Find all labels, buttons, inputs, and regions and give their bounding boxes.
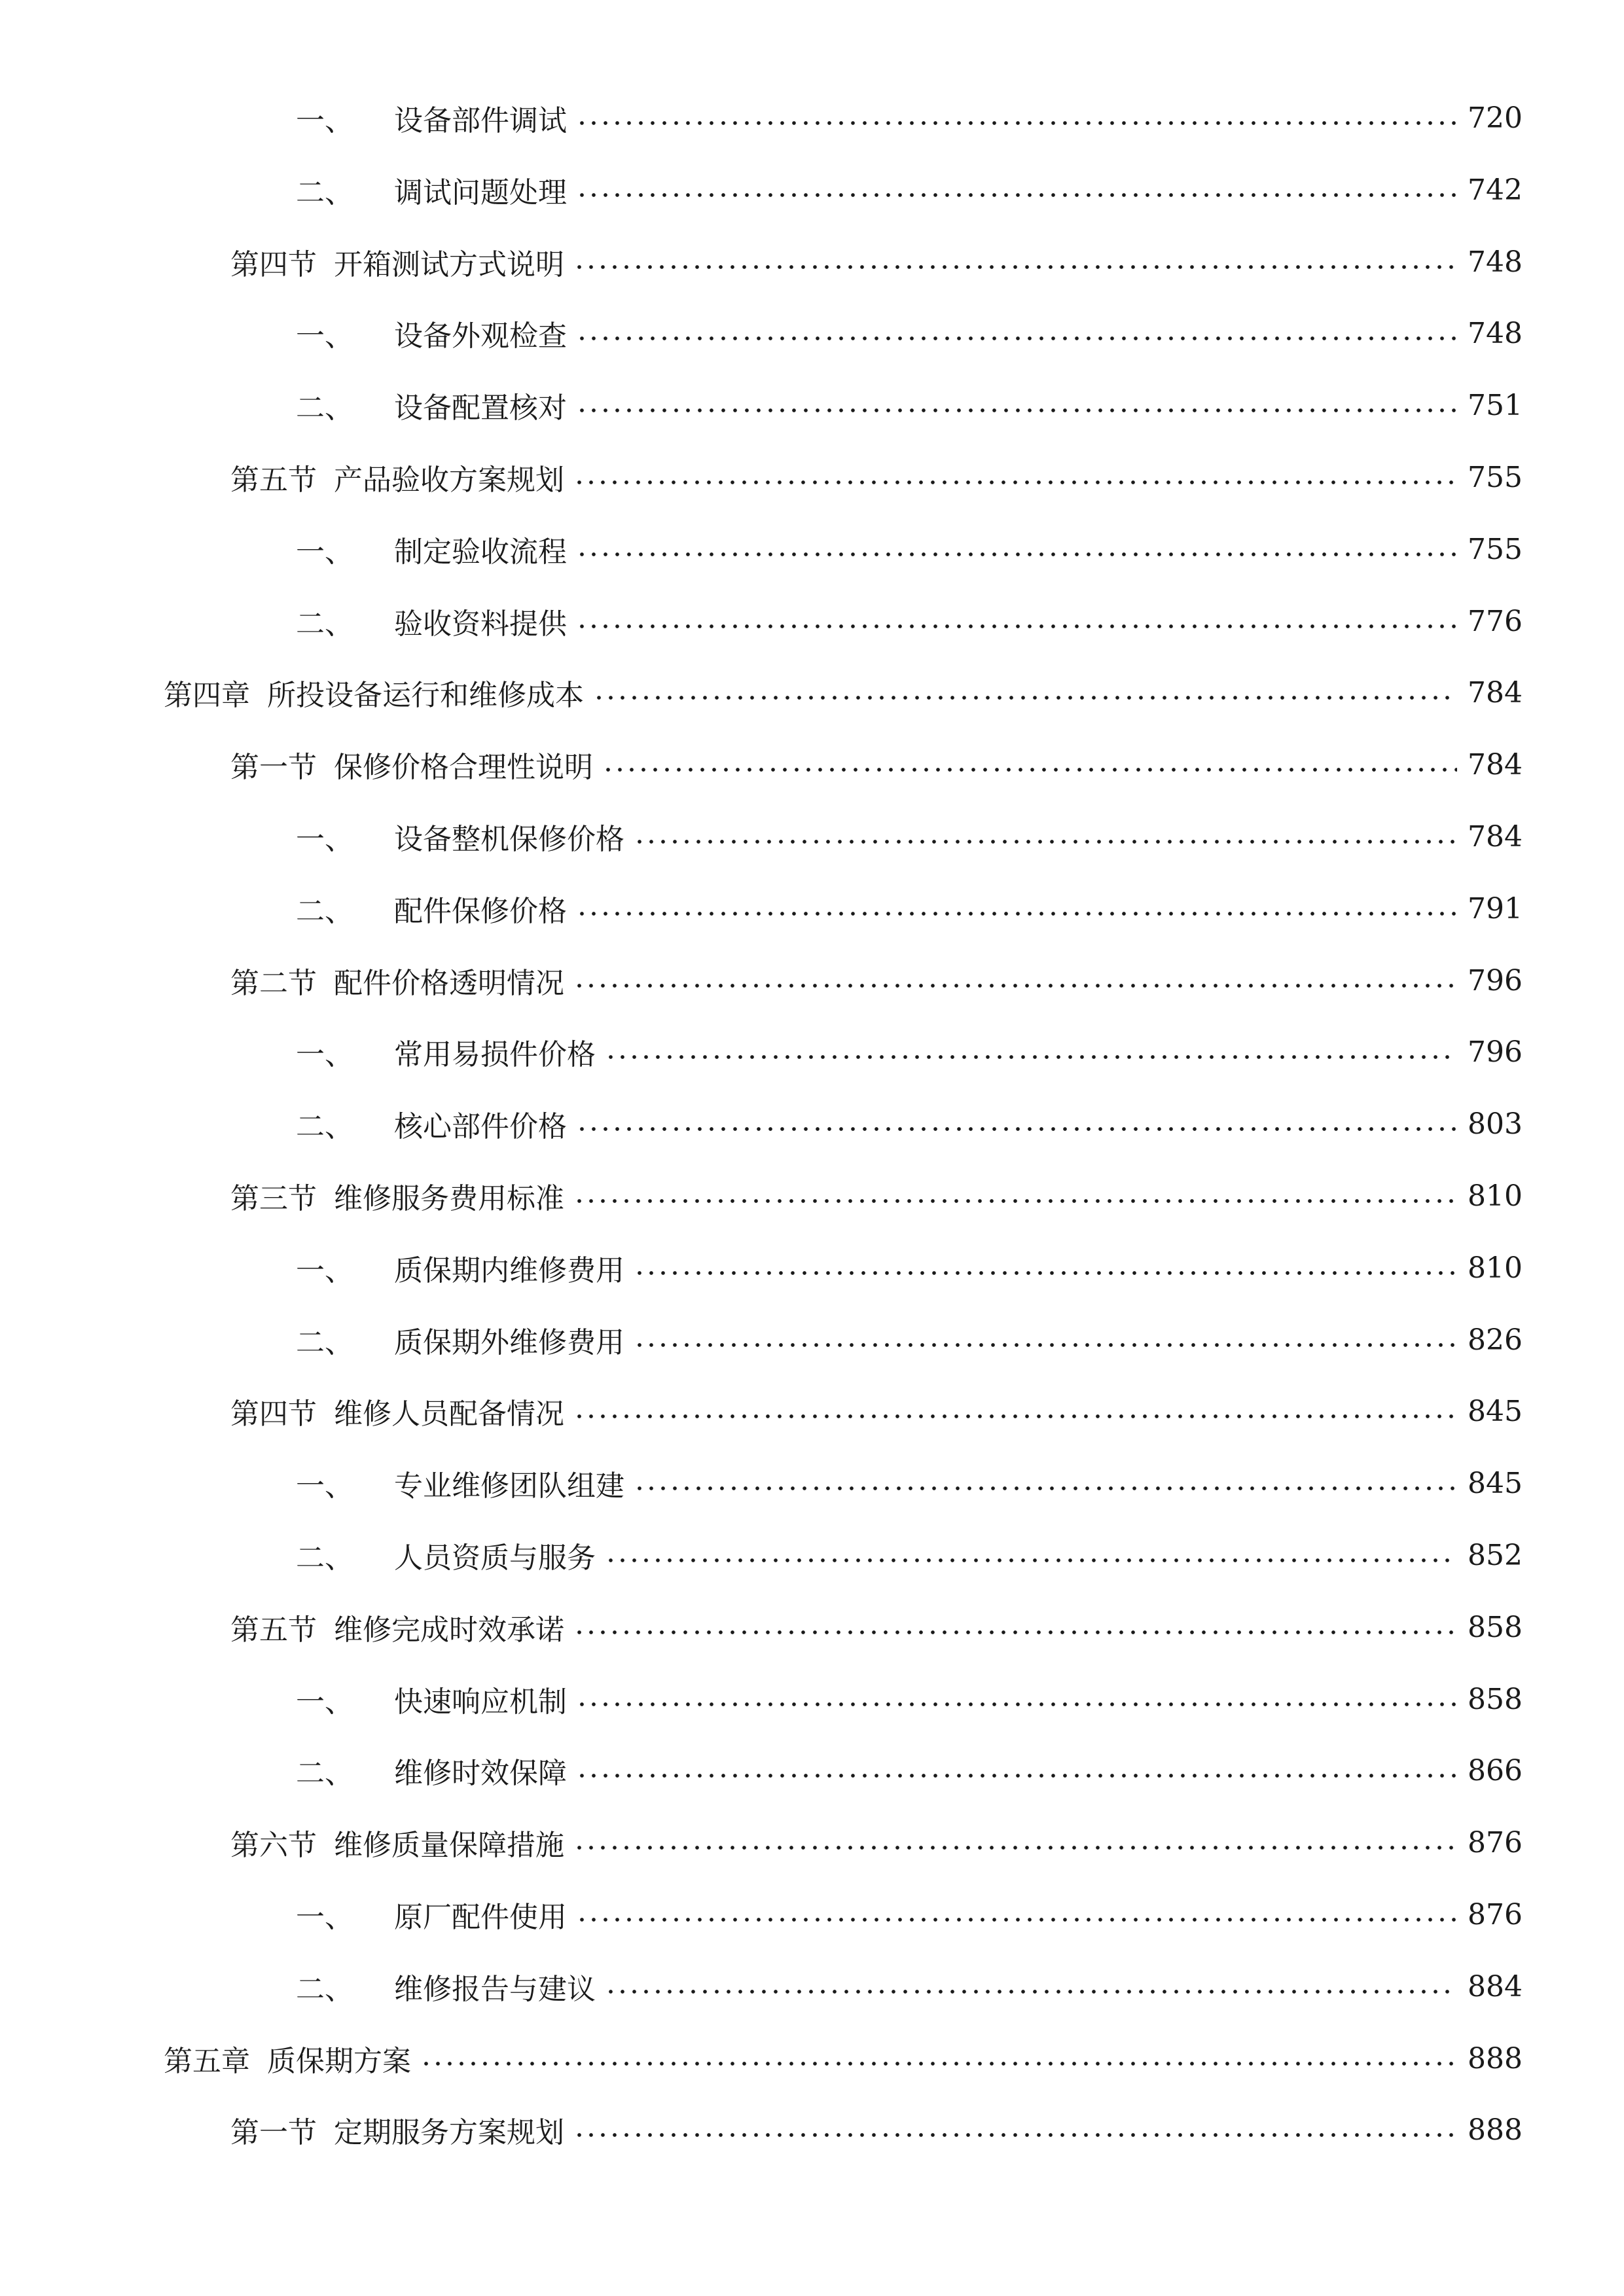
toc-entry-title bbox=[296, 97, 576, 139]
toc-page-number: 876 bbox=[1468, 1825, 1523, 1859]
toc-entry[interactable] bbox=[230, 454, 1523, 500]
toc-entry[interactable] bbox=[296, 526, 1523, 572]
toc-dot-leader bbox=[573, 2112, 1457, 2158]
toc-entry-text: 维修完成时效承诺 bbox=[334, 1613, 564, 1647]
toc-entry-title bbox=[296, 1893, 576, 1935]
toc-entry[interactable] bbox=[230, 1604, 1523, 1650]
toc-entry-title bbox=[230, 2109, 573, 2151]
toc-entry-number: 一、 bbox=[296, 319, 353, 353]
toc-entry-text: 维修报告与建议 bbox=[394, 1973, 596, 2006]
toc-entry-number: 一、 bbox=[296, 823, 353, 856]
toc-entry[interactable] bbox=[296, 1964, 1523, 2009]
toc-page-number: 884 bbox=[1468, 1969, 1523, 2003]
toc-entry[interactable] bbox=[296, 1460, 1523, 1506]
toc-entry[interactable] bbox=[296, 1676, 1523, 1722]
toc-entry[interactable] bbox=[230, 1388, 1523, 1434]
toc-page-number: 803 bbox=[1468, 1107, 1523, 1141]
toc-entry-text: 验收资料提供 bbox=[394, 607, 567, 641]
toc-entry-number: 一、 bbox=[296, 1685, 353, 1719]
toc-dot-leader bbox=[573, 1393, 1457, 1439]
toc-dot-leader bbox=[634, 1465, 1457, 1511]
toc-entry-number: 一、 bbox=[296, 104, 353, 137]
toc-entry-text: 产品验收方案规划 bbox=[334, 463, 564, 497]
toc-entry-number: 第六节 bbox=[230, 1829, 317, 1862]
toc-page-number: 866 bbox=[1468, 1753, 1523, 1787]
toc-entry-title bbox=[296, 1462, 634, 1504]
toc-entry-text: 设备部件调试 bbox=[394, 104, 567, 137]
toc-entry-title bbox=[230, 1390, 573, 1432]
toc-dot-leader bbox=[420, 2041, 1457, 2087]
toc-entry[interactable] bbox=[296, 886, 1523, 931]
toc-entry-title bbox=[296, 600, 576, 642]
toc-entry-title bbox=[296, 1319, 634, 1361]
toc-page-number: 742 bbox=[1468, 173, 1523, 207]
toc-entry-text: 维修质量保障措施 bbox=[334, 1829, 564, 1862]
toc-entry-title bbox=[296, 816, 634, 857]
toc-entry-number: 第三节 bbox=[230, 1182, 317, 1215]
toc-page-number: 796 bbox=[1468, 963, 1523, 997]
toc-dot-leader bbox=[573, 244, 1457, 290]
toc-entry-title bbox=[296, 169, 576, 211]
toc-page-number: 755 bbox=[1468, 460, 1523, 494]
toc-entry-title bbox=[164, 672, 593, 713]
toc-page-number: 888 bbox=[1468, 2113, 1523, 2147]
toc-page-number: 784 bbox=[1468, 747, 1523, 781]
toc-entry[interactable] bbox=[230, 958, 1523, 1003]
toc-entry-number: 二、 bbox=[296, 895, 353, 928]
toc-entry[interactable] bbox=[296, 814, 1523, 859]
toc-entry-title bbox=[164, 2037, 420, 2079]
toc-entry-number: 二、 bbox=[296, 1110, 353, 1143]
toc-entry[interactable] bbox=[296, 1029, 1523, 1075]
toc-entry-number: 第四章 bbox=[164, 679, 250, 712]
toc-entry-number: 一、 bbox=[296, 535, 353, 569]
toc-entry-text: 快速响应机制 bbox=[394, 1685, 567, 1719]
toc-entry[interactable] bbox=[296, 1892, 1523, 1937]
toc-page-number: 810 bbox=[1468, 1251, 1523, 1285]
toc-entry-text: 制定验收流程 bbox=[394, 535, 567, 569]
toc-entry[interactable] bbox=[230, 2107, 1523, 2153]
toc-entry-number: 一、 bbox=[296, 1469, 353, 1503]
toc-page-number: 720 bbox=[1468, 101, 1523, 135]
toc-dot-leader bbox=[593, 675, 1457, 721]
toc-dot-leader bbox=[576, 1897, 1457, 1943]
toc-entry-text: 调试问题处理 bbox=[394, 176, 567, 209]
toc-entry-number: 二、 bbox=[296, 1541, 353, 1575]
toc-entry-text: 设备配置核对 bbox=[394, 391, 567, 425]
toc-entry-text: 质保期内维修费用 bbox=[394, 1254, 624, 1287]
toc-entry[interactable] bbox=[296, 95, 1523, 141]
toc-entry-text: 配件保修价格 bbox=[394, 895, 567, 928]
toc-entry-title bbox=[230, 1606, 573, 1648]
toc-entry[interactable] bbox=[296, 1317, 1523, 1363]
toc-dot-leader bbox=[573, 1178, 1457, 1224]
toc-entry-text: 质保期外维修费用 bbox=[394, 1326, 624, 1359]
toc-entry-text: 维修时效保障 bbox=[394, 1757, 567, 1790]
toc-dot-leader bbox=[576, 172, 1457, 218]
toc-entry-text: 维修服务费用标准 bbox=[334, 1182, 564, 1215]
toc-page-number: 826 bbox=[1468, 1323, 1523, 1357]
toc-page-number: 755 bbox=[1468, 532, 1523, 566]
toc-entry[interactable] bbox=[296, 1101, 1523, 1147]
toc-entry-title bbox=[296, 528, 576, 570]
toc-entry-number: 第一节 bbox=[230, 751, 317, 784]
toc-entry-number: 二、 bbox=[296, 391, 353, 425]
toc-entry[interactable] bbox=[296, 1748, 1523, 1793]
toc-entry-number: 二、 bbox=[296, 1757, 353, 1790]
toc-dot-leader bbox=[573, 1825, 1457, 1871]
toc-entry-number: 第五节 bbox=[230, 463, 317, 497]
toc-entry-title bbox=[230, 456, 573, 498]
toc-entry-text: 设备整机保修价格 bbox=[394, 823, 624, 856]
toc-entry-number: 一、 bbox=[296, 1038, 353, 1071]
toc-entry-number: 第二节 bbox=[230, 967, 317, 1000]
toc-entry[interactable] bbox=[230, 239, 1523, 285]
toc-page-number: 784 bbox=[1468, 819, 1523, 853]
toc-entry-text: 专业维修团队组建 bbox=[394, 1469, 624, 1503]
toc-entry-title bbox=[230, 1821, 573, 1863]
toc-entry-title bbox=[296, 1678, 576, 1720]
toc-dot-leader bbox=[576, 531, 1457, 577]
toc-dot-leader bbox=[576, 315, 1457, 361]
toc-entry-text: 质保期方案 bbox=[267, 2045, 411, 2078]
toc-entry-number: 第五节 bbox=[230, 1613, 317, 1647]
toc-page-number: 791 bbox=[1468, 891, 1523, 925]
toc-entry-text: 定期服务方案规划 bbox=[334, 2116, 564, 2149]
toc-entry-title bbox=[296, 888, 576, 929]
toc-entry[interactable] bbox=[230, 742, 1523, 787]
toc-dot-leader bbox=[576, 891, 1457, 937]
toc-dot-leader bbox=[605, 1034, 1457, 1080]
toc-entry-title bbox=[296, 1031, 605, 1073]
toc-page-number: 748 bbox=[1468, 316, 1523, 350]
toc-entry-title bbox=[230, 1175, 573, 1217]
toc-page-number: 751 bbox=[1468, 388, 1523, 422]
toc-entry-text: 保修价格合理性说明 bbox=[334, 751, 593, 784]
toc-page-number: 876 bbox=[1468, 1897, 1523, 1931]
toc-entry[interactable] bbox=[296, 1245, 1523, 1291]
toc-entry-text: 设备外观检查 bbox=[394, 319, 567, 353]
toc-entry[interactable] bbox=[296, 1532, 1523, 1578]
toc-entry-text: 所投设备运行和维修成本 bbox=[267, 679, 584, 712]
toc-entry-number: 二、 bbox=[296, 1973, 353, 2006]
toc-page-number: 776 bbox=[1468, 604, 1523, 638]
toc-page-number: 845 bbox=[1468, 1466, 1523, 1500]
toc-entry[interactable] bbox=[164, 670, 1523, 715]
toc-entry-title bbox=[296, 1103, 576, 1145]
toc-entry-number: 第一节 bbox=[230, 2116, 317, 2149]
toc-entry[interactable] bbox=[296, 310, 1523, 356]
toc-entry[interactable] bbox=[164, 2036, 1523, 2081]
toc-dot-leader bbox=[573, 459, 1457, 505]
toc-dot-leader bbox=[576, 603, 1457, 649]
toc-entry-title bbox=[230, 960, 573, 1001]
toc-entry-number: 二、 bbox=[296, 176, 353, 209]
toc-entry-title bbox=[296, 1965, 605, 2007]
toc-dot-leader bbox=[634, 819, 1457, 865]
toc-page-number: 852 bbox=[1468, 1538, 1523, 1572]
toc-dot-leader bbox=[634, 1250, 1457, 1296]
toc-entry[interactable] bbox=[230, 1820, 1523, 1865]
toc-entry-text: 人员资质与服务 bbox=[394, 1541, 596, 1575]
toc-entry-title bbox=[296, 1749, 576, 1791]
toc-entry-number: 二、 bbox=[296, 607, 353, 641]
toc-entry-title bbox=[296, 1247, 634, 1289]
toc-entry-number: 第四节 bbox=[230, 248, 317, 281]
toc-entry-text: 维修人员配备情况 bbox=[334, 1397, 564, 1431]
toc-entry-text: 配件价格透明情况 bbox=[334, 967, 564, 1000]
toc-entry[interactable] bbox=[296, 167, 1523, 213]
toc-entry-title bbox=[230, 241, 573, 283]
toc-page-number: 784 bbox=[1468, 675, 1523, 709]
toc-dot-leader bbox=[573, 1609, 1457, 1655]
toc-dot-leader bbox=[605, 1537, 1457, 1583]
toc-entry-number: 二、 bbox=[296, 1326, 353, 1359]
toc-page-number: 796 bbox=[1468, 1035, 1523, 1069]
toc-dot-leader bbox=[576, 387, 1457, 433]
toc-dot-leader bbox=[576, 1753, 1457, 1799]
toc-entry[interactable] bbox=[296, 382, 1523, 428]
toc-page-number: 810 bbox=[1468, 1179, 1523, 1213]
toc-page-number: 858 bbox=[1468, 1610, 1523, 1644]
toc-entry-title bbox=[296, 1534, 605, 1576]
toc-dot-leader bbox=[602, 747, 1457, 793]
toc-entry[interactable] bbox=[296, 598, 1523, 644]
toc-dot-leader bbox=[576, 1106, 1457, 1152]
toc-entry-text: 原厂配件使用 bbox=[394, 1901, 567, 1934]
toc-dot-leader bbox=[576, 1681, 1457, 1727]
toc-dot-leader bbox=[573, 963, 1457, 1009]
toc-page-number: 748 bbox=[1468, 245, 1523, 279]
toc-page-number: 845 bbox=[1468, 1394, 1523, 1428]
toc-dot-leader bbox=[605, 1969, 1457, 2015]
toc-page-number: 858 bbox=[1468, 1682, 1523, 1716]
toc-entry-number: 第五章 bbox=[164, 2045, 250, 2078]
toc-entry-title bbox=[296, 384, 576, 426]
toc-entry-text: 开箱测试方式说明 bbox=[334, 248, 564, 281]
toc-entry-number: 一、 bbox=[296, 1901, 353, 1934]
toc-entry-number: 一、 bbox=[296, 1254, 353, 1287]
toc-entry-text: 核心部件价格 bbox=[394, 1110, 567, 1143]
toc-page-number: 888 bbox=[1468, 2041, 1523, 2075]
toc-entry-title bbox=[296, 312, 576, 354]
toc-entry-title bbox=[230, 744, 602, 785]
toc-entry[interactable] bbox=[230, 1173, 1523, 1219]
toc-entry-number: 第四节 bbox=[230, 1397, 317, 1431]
toc-dot-leader bbox=[634, 1322, 1457, 1368]
toc-entry-text: 常用易损件价格 bbox=[394, 1038, 596, 1071]
toc-dot-leader bbox=[576, 100, 1457, 146]
